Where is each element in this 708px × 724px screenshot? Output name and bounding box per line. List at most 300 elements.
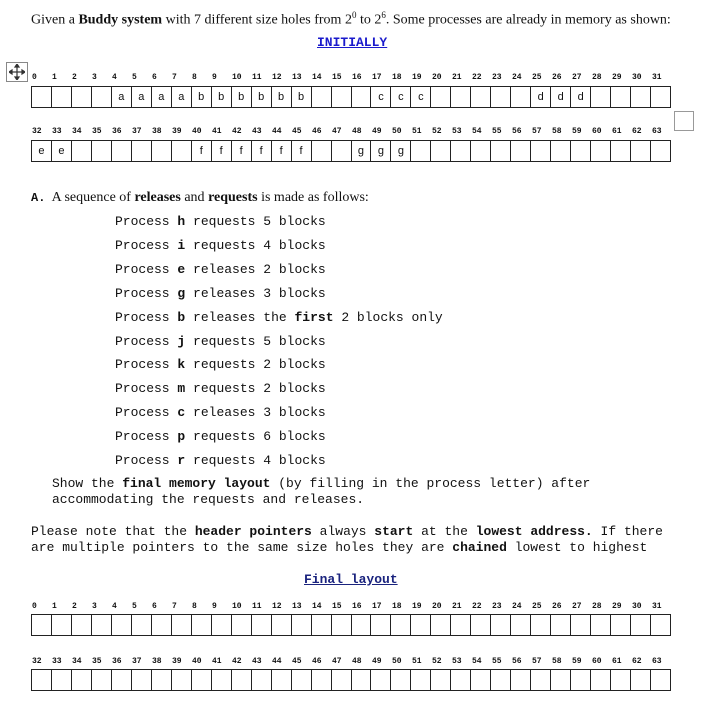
memory-block: f (252, 141, 272, 161)
memory-block[interactable] (352, 615, 372, 635)
action: releases (193, 261, 256, 277)
address-tick: 7 (172, 602, 177, 611)
memory-block[interactable] (391, 670, 411, 690)
address-tick: 17 (372, 602, 382, 611)
address-tick: 56 (512, 657, 522, 666)
part-a-prompt: A. A sequence of releases and requests is made as follows: (31, 190, 369, 205)
address-tick: 20 (432, 73, 442, 82)
address-tick: 19 (412, 602, 422, 611)
address-tick: 25 (532, 73, 542, 82)
address-tick: 48 (352, 127, 362, 136)
memory-block: b (252, 87, 272, 107)
sequence-step (115, 214, 326, 229)
address-tick: 22 (472, 73, 482, 82)
address-tick: 49 (372, 657, 382, 666)
address-tick: 47 (332, 127, 342, 136)
process-word: Process (115, 453, 170, 468)
memory-block[interactable] (631, 670, 651, 690)
process-word: Process (115, 405, 170, 421)
memory-block[interactable] (292, 615, 312, 635)
address-tick: 60 (592, 657, 602, 666)
memory-block[interactable] (212, 670, 232, 690)
address-tick: 60 (592, 127, 602, 136)
memory-block: b (212, 87, 232, 107)
memory-block: f (292, 141, 312, 161)
memory-block: d (551, 87, 571, 107)
memory-block[interactable] (272, 670, 292, 690)
address-tick: 38 (152, 127, 162, 136)
process-letter: c (177, 405, 186, 421)
memory-block[interactable] (431, 615, 451, 635)
process-letter: j (177, 333, 186, 349)
address-tick: 16 (352, 73, 362, 82)
sequence-step (115, 381, 326, 396)
memory-block[interactable] (551, 615, 571, 635)
sequence-step (115, 334, 326, 349)
sequence-step (115, 405, 326, 420)
process-letter: i (177, 237, 186, 253)
memory-block[interactable] (72, 670, 92, 690)
address-tick: 54 (472, 127, 482, 136)
process-word: Process (115, 309, 170, 325)
memory-block[interactable] (232, 615, 252, 635)
memory-block[interactable] (92, 615, 112, 635)
initially-heading: INITIALLY (317, 35, 388, 50)
memory-block[interactable] (192, 670, 212, 690)
amount: 3 blocks (263, 405, 326, 421)
address-tick: 18 (392, 73, 402, 82)
action: requests (193, 214, 256, 229)
memory-block (611, 87, 631, 107)
address-tick: 44 (272, 657, 282, 666)
address-tick: 15 (332, 602, 342, 611)
address-tick: 39 (172, 657, 182, 666)
address-tick: 35 (92, 657, 102, 666)
address-tick: 52 (432, 127, 442, 136)
action: requests (193, 381, 256, 397)
address-tick: 10 (232, 73, 242, 82)
memory-block (451, 141, 471, 161)
memory-block (511, 141, 531, 161)
address-tick: 8 (192, 602, 197, 611)
process-letter: p (177, 429, 186, 445)
memory-block[interactable] (112, 670, 132, 690)
memory-block[interactable] (92, 670, 112, 690)
memory-block[interactable] (332, 615, 352, 635)
memory-block (332, 141, 352, 161)
address-tick: 57 (532, 657, 542, 666)
address-tick: 4 (112, 73, 117, 82)
sequence-step (115, 262, 326, 277)
address-tick: 34 (72, 657, 82, 666)
address-tick: 45 (292, 127, 302, 136)
address-tick: 40 (192, 657, 202, 666)
memory-block (431, 141, 451, 161)
final-memory-row1[interactable] (31, 614, 671, 636)
address-tick: 8 (192, 73, 197, 82)
address-tick: 29 (612, 73, 622, 82)
address-tick: 25 (532, 602, 542, 611)
address-tick: 57 (532, 127, 542, 136)
memory-block[interactable] (471, 670, 491, 690)
address-tick: 26 (552, 73, 562, 82)
address-tick: 27 (572, 602, 582, 611)
sequence-step (115, 357, 326, 372)
address-tick: 13 (292, 73, 302, 82)
address-tick: 19 (412, 73, 422, 82)
memory-block[interactable] (152, 670, 172, 690)
memory-block[interactable] (491, 615, 511, 635)
address-tick: 29 (612, 602, 622, 611)
amount: the first 2 blocks only (263, 309, 443, 325)
address-tick: 23 (492, 602, 502, 611)
memory-block[interactable] (232, 670, 252, 690)
address-tick: 59 (572, 127, 582, 136)
address-tick: 12 (272, 73, 282, 82)
memory-block[interactable] (611, 615, 631, 635)
memory-block (431, 87, 451, 107)
memory-block[interactable] (511, 615, 531, 635)
memory-block[interactable] (411, 615, 431, 635)
memory-block: g (352, 141, 372, 161)
memory-block[interactable] (391, 615, 411, 635)
final-address-ticks-row1 (31, 602, 671, 612)
address-tick: 55 (492, 657, 502, 666)
memory-block: f (192, 141, 212, 161)
address-tick: 38 (152, 657, 162, 666)
address-tick: 63 (652, 657, 662, 666)
address-tick: 9 (212, 73, 217, 82)
address-tick: 33 (52, 127, 62, 136)
address-tick: 13 (292, 602, 302, 611)
address-tick: 36 (112, 657, 122, 666)
action: releases (193, 285, 256, 301)
address-tick: 53 (452, 657, 462, 666)
memory-block (531, 141, 551, 161)
address-tick: 14 (312, 602, 322, 611)
amount: 6 blocks (263, 429, 326, 445)
address-tick: 10 (232, 602, 242, 611)
memory-block[interactable] (651, 670, 670, 690)
pointer-note: Please note that the header pointers always start at the lowest address. If there are multiple pointers to the same size holes they are chained lowest to highest (31, 524, 671, 555)
memory-block[interactable] (511, 670, 531, 690)
address-tick: 4 (112, 602, 117, 611)
address-tick: 40 (192, 127, 202, 136)
action: requests (193, 357, 256, 373)
memory-block[interactable] (451, 670, 471, 690)
address-tick: 2 (72, 73, 77, 82)
memory-block[interactable] (531, 615, 551, 635)
move-handle-icon[interactable] (6, 62, 28, 82)
process-word: Process (115, 214, 170, 229)
process-word: Process (115, 333, 170, 349)
address-tick: 36 (112, 127, 122, 136)
address-tick: 3 (92, 602, 97, 611)
address-tick: 1 (52, 602, 57, 611)
process-word: Process (115, 357, 170, 373)
memory-block[interactable] (451, 615, 471, 635)
address-tick: 63 (652, 127, 662, 136)
address-tick: 5 (132, 602, 137, 611)
memory-block (312, 141, 332, 161)
address-tick: 41 (212, 127, 222, 136)
memory-block: d (571, 87, 591, 107)
address-tick: 23 (492, 73, 502, 82)
memory-block (511, 87, 531, 107)
memory-block (611, 141, 631, 161)
address-tick: 58 (552, 657, 562, 666)
address-tick: 46 (312, 657, 322, 666)
memory-block[interactable] (172, 670, 192, 690)
address-tick: 43 (252, 657, 262, 666)
memory-block[interactable] (531, 670, 551, 690)
memory-block (491, 141, 511, 161)
memory-block: c (371, 87, 391, 107)
memory-block (471, 141, 491, 161)
memory-block[interactable] (611, 670, 631, 690)
address-tick: 5 (132, 73, 137, 82)
memory-block[interactable] (152, 615, 172, 635)
memory-block: b (292, 87, 312, 107)
memory-block[interactable] (212, 615, 232, 635)
address-tick: 18 (392, 602, 402, 611)
memory-block[interactable] (591, 670, 611, 690)
memory-block[interactable] (371, 615, 391, 635)
process-word: Process (115, 237, 170, 253)
memory-block: a (172, 87, 192, 107)
memory-block[interactable] (132, 670, 152, 690)
address-tick: 61 (612, 127, 622, 136)
address-tick: 26 (552, 602, 562, 611)
process-letter: h (177, 214, 186, 229)
final-memory-row2[interactable] (31, 669, 671, 691)
process-letter: e (177, 261, 186, 277)
action: requests (193, 333, 256, 349)
address-tick: 31 (652, 73, 662, 82)
address-ticks-row1 (31, 73, 671, 83)
address-tick: 42 (232, 127, 242, 136)
memory-block[interactable] (332, 670, 352, 690)
memory-block[interactable] (551, 670, 571, 690)
memory-block: f (212, 141, 232, 161)
memory-block[interactable] (252, 670, 272, 690)
address-tick: 11 (252, 73, 262, 82)
action: requests (193, 237, 256, 253)
final-address-ticks-row2 (31, 657, 671, 667)
memory-block[interactable] (352, 670, 372, 690)
memory-block (92, 87, 112, 107)
initial-memory-row2 (31, 140, 671, 162)
memory-block[interactable] (52, 670, 72, 690)
memory-block[interactable] (312, 670, 332, 690)
memory-block: d (531, 87, 551, 107)
memory-block (72, 87, 92, 107)
memory-block (551, 141, 571, 161)
action: requests (193, 429, 256, 445)
memory-block: b (192, 87, 212, 107)
address-tick: 54 (472, 657, 482, 666)
intro-text: Given a Buddy system with 7 different size holes from $2^0$ to $2^6$. Some processes are already in memory as shown: (31, 10, 671, 28)
address-tick: 21 (452, 73, 462, 82)
memory-block: g (371, 141, 391, 161)
address-tick: 24 (512, 602, 522, 611)
memory-block[interactable] (52, 615, 72, 635)
memory-block[interactable] (371, 670, 391, 690)
memory-block (571, 141, 591, 161)
address-tick: 16 (352, 602, 362, 611)
address-tick: 32 (32, 127, 42, 136)
amount: 4 blocks (263, 237, 326, 253)
action: releases (193, 405, 256, 421)
memory-block[interactable] (32, 670, 52, 690)
memory-block (651, 141, 670, 161)
address-tick: 41 (212, 657, 222, 666)
address-tick: 3 (92, 73, 97, 82)
address-tick: 49 (372, 127, 382, 136)
memory-block (631, 141, 651, 161)
process-letter: g (177, 285, 186, 301)
process-word: Process (115, 429, 170, 445)
address-tick: 17 (372, 73, 382, 82)
process-letter: k (177, 357, 186, 373)
memory-block: f (272, 141, 292, 161)
memory-block: e (32, 141, 52, 161)
address-tick: 0 (32, 602, 37, 611)
memory-block (32, 87, 52, 107)
address-tick: 48 (352, 657, 362, 666)
memory-block (591, 141, 611, 161)
address-tick: 51 (412, 127, 422, 136)
address-tick: 35 (92, 127, 102, 136)
memory-block[interactable] (72, 615, 92, 635)
address-tick: 44 (272, 127, 282, 136)
process-letter: b (177, 309, 186, 325)
memory-block[interactable] (431, 670, 451, 690)
address-tick: 43 (252, 127, 262, 136)
address-tick: 11 (252, 602, 262, 611)
address-tick: 2 (72, 602, 77, 611)
memory-block (631, 87, 651, 107)
memory-block (332, 87, 352, 107)
address-tick: 0 (32, 73, 37, 82)
amount: 4 blocks (263, 453, 326, 468)
address-tick: 28 (592, 602, 602, 611)
memory-block[interactable] (252, 615, 272, 635)
memory-block: f (232, 141, 252, 161)
memory-block[interactable] (132, 615, 152, 635)
address-tick: 9 (212, 602, 217, 611)
sequence-step (115, 429, 326, 444)
address-tick: 28 (592, 73, 602, 82)
address-tick: 30 (632, 602, 642, 611)
memory-block: a (132, 87, 152, 107)
address-tick: 31 (652, 602, 662, 611)
memory-block[interactable] (292, 670, 312, 690)
memory-block: a (152, 87, 172, 107)
address-tick: 52 (432, 657, 442, 666)
memory-block[interactable] (491, 670, 511, 690)
memory-block (52, 87, 72, 107)
memory-block (451, 87, 471, 107)
address-tick: 50 (392, 657, 402, 666)
address-tick: 12 (272, 602, 282, 611)
memory-block (112, 141, 132, 161)
sequence-step (115, 310, 443, 325)
show-instruction: Show the final memory layout (by filling in the process letter) after accommodating the requests and releases. (52, 476, 599, 507)
table-resize-handle[interactable] (674, 111, 694, 131)
address-tick: 24 (512, 73, 522, 82)
address-tick: 15 (332, 73, 342, 82)
process-word: Process (115, 381, 170, 397)
memory-block[interactable] (32, 615, 52, 635)
address-tick: 34 (72, 127, 82, 136)
memory-block: c (391, 87, 411, 107)
memory-block[interactable] (272, 615, 292, 635)
memory-block (152, 141, 172, 161)
final-layout-heading: Final layout (304, 572, 398, 587)
memory-block (491, 87, 511, 107)
address-tick: 21 (452, 602, 462, 611)
memory-block[interactable] (631, 615, 651, 635)
memory-block[interactable] (172, 615, 192, 635)
memory-block[interactable] (571, 670, 591, 690)
address-tick: 22 (472, 602, 482, 611)
address-tick: 62 (632, 657, 642, 666)
memory-block: c (411, 87, 431, 107)
address-tick: 37 (132, 127, 142, 136)
address-tick: 50 (392, 127, 402, 136)
address-tick: 33 (52, 657, 62, 666)
address-tick: 1 (52, 73, 57, 82)
memory-block[interactable] (471, 615, 491, 635)
sequence-step (115, 238, 326, 253)
memory-block[interactable] (591, 615, 611, 635)
amount: 5 blocks (263, 214, 326, 229)
memory-block: a (112, 87, 132, 107)
memory-block (172, 141, 192, 161)
memory-block: g (391, 141, 411, 161)
address-tick: 46 (312, 127, 322, 136)
address-tick: 51 (412, 657, 422, 666)
memory-block (352, 87, 372, 107)
memory-block (72, 141, 92, 161)
address-tick: 42 (232, 657, 242, 666)
address-tick: 47 (332, 657, 342, 666)
process-letter: r (177, 453, 186, 468)
amount: 2 blocks (263, 261, 326, 277)
address-tick: 20 (432, 602, 442, 611)
memory-block[interactable] (411, 670, 431, 690)
address-tick: 39 (172, 127, 182, 136)
amount: 2 blocks (263, 357, 326, 373)
address-tick: 62 (632, 127, 642, 136)
memory-block (92, 141, 112, 161)
address-tick: 53 (452, 127, 462, 136)
memory-block: b (272, 87, 292, 107)
memory-block[interactable] (112, 615, 132, 635)
sequence-step (115, 286, 326, 301)
address-tick: 59 (572, 657, 582, 666)
sequence-step (115, 453, 326, 468)
memory-block[interactable] (571, 615, 591, 635)
memory-block[interactable] (312, 615, 332, 635)
address-tick: 7 (172, 73, 177, 82)
memory-block[interactable] (651, 615, 670, 635)
memory-block: e (52, 141, 72, 161)
amount: 3 blocks (263, 285, 326, 301)
memory-block[interactable] (192, 615, 212, 635)
address-tick: 61 (612, 657, 622, 666)
